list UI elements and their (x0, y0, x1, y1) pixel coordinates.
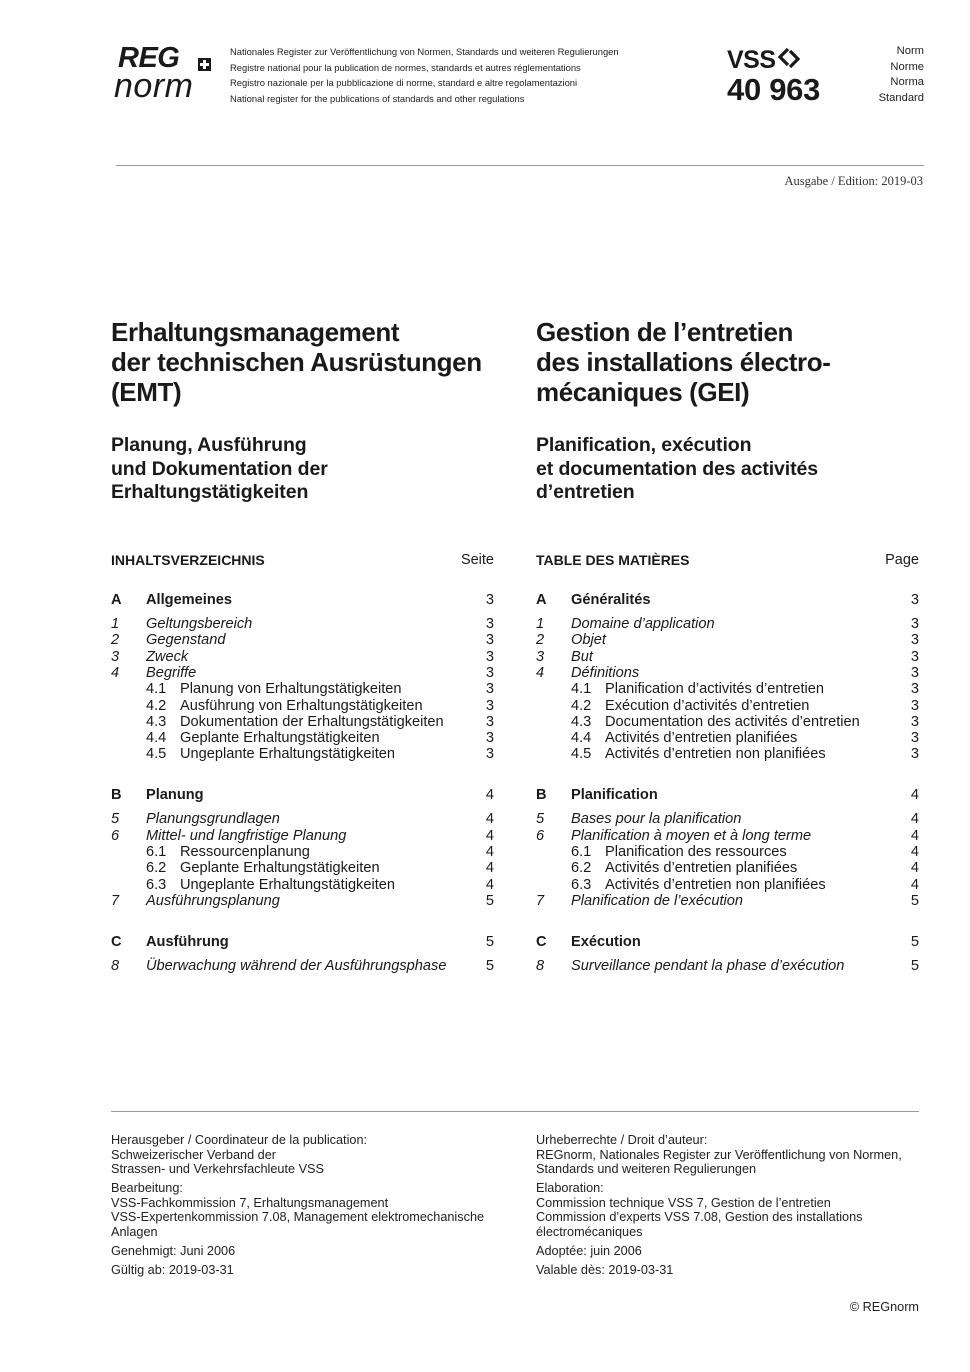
norm-label-fr: Norme (890, 60, 924, 73)
toc-entry-number: 4 (111, 664, 120, 681)
toc-heading: TABLE DES MATIÈRES (536, 552, 690, 568)
toc-entry (111, 649, 494, 666)
toc-entry-page: 5 (910, 957, 919, 974)
footer-line: Valable dès: 2019-03-31 (536, 1263, 674, 1278)
vss-brand: VSS (727, 46, 776, 74)
toc-entry-number: 7 (536, 892, 545, 909)
toc-entry-label: Définitions (571, 664, 640, 681)
toc-entry-number: 2 (111, 632, 120, 649)
toc-entry-page: 4 (910, 787, 919, 804)
toc-entry-number: 6.3 (571, 876, 592, 893)
toc-entry-label: Begriffe (146, 664, 197, 681)
toc-entry (111, 844, 494, 861)
copyright: © REGnorm (849, 1300, 919, 1314)
toc-entry-number: 6.2 (146, 860, 167, 877)
toc-entry-page: 4 (485, 811, 494, 828)
toc-entry-page: 3 (910, 632, 919, 649)
toc-entry-page: 3 (910, 616, 919, 632)
toc-entry-label: Planification des ressources (605, 844, 787, 860)
toc-entry-page: 3 (485, 592, 494, 608)
footer-paragraph (536, 1244, 920, 1259)
vss-arrows-icon (777, 46, 803, 70)
standard-number: 40 963 (727, 72, 821, 107)
toc-entry-page: 3 (485, 616, 494, 632)
toc-entry-label: Généralités (571, 592, 651, 608)
toc-entry-label: Activités d’entretien non planifiées (605, 746, 826, 763)
toc-entry-label: Exécution d’activités d’entretien (605, 697, 810, 714)
subtitle-fr-line: Planification, exécution (536, 434, 752, 456)
toc-entry-page: 3 (910, 746, 919, 763)
toc-entry (536, 787, 919, 804)
toc-entry-page: 4 (485, 787, 494, 804)
toc-entry-page: 4 (485, 860, 494, 877)
toc-entry-number: 4.4 (146, 730, 167, 747)
toc-entry-label: Überwachung während der Ausführungsphase (146, 957, 447, 974)
toc-entry-label: Exécution (571, 933, 641, 950)
toc-entry-label: Dokumentation der Erhaltungstätigkeiten (180, 713, 444, 730)
toc-entry-label: Ausführung (146, 933, 229, 950)
footer-line: Gültig ab: 2019-03-31 (111, 1263, 234, 1278)
toc-entry-page: 3 (485, 697, 494, 714)
toc-entry-page: 4 (910, 860, 919, 877)
toc-entry-number: 1 (536, 616, 545, 632)
toc-entry-page: 3 (910, 730, 919, 747)
toc-entry-page: 5 (485, 892, 494, 909)
toc-entry-label: Zweck (146, 648, 189, 665)
toc-entry-label: Documentation des activités d’entretien (605, 713, 860, 730)
toc-entry-page: 3 (485, 664, 494, 681)
toc-entry (536, 592, 919, 609)
toc-page-label: Seite (460, 552, 494, 568)
toc-entry-number: 4 (536, 664, 545, 681)
title-de (111, 317, 482, 407)
title-de-line: der technischen Ausrüstungen (111, 347, 482, 377)
logo-norm-text: norm (114, 67, 194, 105)
toc-entry (536, 665, 919, 682)
norm-label-en: Standard (878, 91, 924, 104)
title-de-line: Erhaltungsmanagement (111, 317, 400, 347)
toc-entry (536, 649, 919, 666)
toc-entry-number: 7 (111, 892, 120, 909)
norm-label-it: Norma (890, 76, 924, 88)
toc-entry-number: 4.3 (571, 713, 592, 730)
toc-entry-number: 6 (536, 827, 545, 844)
toc-entry-number: 3 (111, 648, 120, 665)
subtitle-de-line: Erhaltungstätigkeiten (111, 481, 309, 503)
toc-entry-number: 2 (536, 632, 545, 649)
footer-paragraph (536, 1181, 920, 1239)
toc-entry-page: 3 (485, 730, 494, 747)
toc-entry-label: Activités d’entretien planifiées (605, 730, 798, 747)
toc-entry-number: 6.1 (571, 844, 592, 860)
title-fr-line: des installations électro- (536, 347, 831, 377)
edition-date: Ausgabe / Edition: 2019-03 (784, 174, 923, 188)
subtitle-de-line: und Dokumentation der (111, 457, 328, 480)
toc-entry-number: 6 (111, 827, 120, 844)
toc-entry (111, 860, 494, 877)
toc-entry-page: 5 (485, 957, 494, 974)
footer-line: REGnorm, Nationales Register zur Veröffentlichung von Normen, (536, 1147, 902, 1162)
toc-entry-label: Geplante Erhaltungstätigkeiten (180, 860, 380, 877)
toc-entry-label: Activités d’entretien non planifiées (605, 876, 826, 893)
toc-heading: INHALTSVERZEICHNIS (111, 552, 265, 568)
toc-entry (111, 934, 494, 951)
toc-entry (111, 681, 494, 698)
toc-entry-number: A (536, 592, 547, 608)
toc-entry-label: Ressourcenplanung (180, 844, 310, 860)
toc-entry-number: 5 (111, 811, 120, 828)
toc-entry-number: B (111, 787, 122, 804)
toc-entry-label: Gegenstand (146, 632, 226, 649)
toc-entry-label: Planification de l’exécution (571, 892, 743, 909)
toc-entry (111, 787, 494, 804)
footer-line: Bearbeitung: (111, 1181, 183, 1196)
toc-entry-number: 4.2 (571, 697, 592, 714)
toc-entry (536, 811, 919, 828)
toc-entry-label: Surveillance pendant la phase d’exécution (571, 957, 845, 974)
title-fr (536, 317, 830, 407)
toc-entry-label: Mittel- und langfristige Planung (146, 827, 347, 844)
footer-line: VSS-Fachkommission 7, Erhaltungsmanagement (111, 1195, 389, 1210)
toc-entry-page: 4 (910, 876, 919, 893)
toc-entry (536, 632, 919, 649)
footer-line: Genehmigt: Juni 2006 (111, 1244, 236, 1259)
footer-divider (111, 1111, 919, 1112)
toc-entry-page: 4 (485, 827, 494, 844)
toc-entry-number: C (536, 933, 547, 950)
toc-entry (111, 632, 494, 649)
toc-entry-label: Objet (571, 632, 606, 649)
toc-entry (536, 616, 919, 633)
toc-entry (536, 893, 919, 910)
toc-entry-label: Ausführung von Erhaltungstätigkeiten (180, 697, 423, 714)
toc-entry (536, 714, 919, 731)
toc-entry (111, 893, 494, 910)
toc-header-fr (536, 551, 919, 571)
toc-entry (536, 877, 919, 894)
toc-entry-number: 4.5 (571, 746, 592, 763)
toc-header-de (111, 551, 494, 571)
toc-entry-page: 5 (910, 933, 919, 950)
toc-entry-page: 3 (485, 713, 494, 730)
toc-entry-page: 3 (485, 632, 494, 649)
title-de-line: (EMT) (111, 377, 182, 407)
toc-entry-number: 5 (536, 811, 545, 828)
toc-entry-number: A (111, 592, 122, 608)
footer-line: Elaboration: (536, 1181, 604, 1196)
toc-entry-page: 3 (485, 681, 494, 698)
footer-line: VSS-Expertenkommission 7.08, Management elektromechanische (111, 1210, 485, 1225)
footer-line: Anlagen (111, 1225, 158, 1240)
toc-entry-page: 4 (910, 844, 919, 860)
regnorm-logo (114, 44, 214, 104)
footer-line: Adoptée: juin 2006 (536, 1244, 642, 1259)
footer-paragraph (111, 1133, 495, 1177)
toc-entry (536, 844, 919, 861)
toc-entry-number: 6.2 (571, 860, 592, 877)
toc-entry (111, 746, 494, 763)
toc-entry-label: Domaine d’application (571, 616, 715, 632)
title-fr-line: Gestion de l’entretien (536, 317, 794, 347)
toc-entry-label: Activités d’entretien planifiées (605, 860, 798, 877)
toc-entry (111, 665, 494, 682)
footer-fr (536, 1133, 920, 1282)
toc-entry-page: 4 (910, 811, 919, 828)
subtitle-fr (536, 434, 818, 505)
toc-entry-page: 4 (485, 876, 494, 893)
toc-entry (536, 681, 919, 698)
logo-reg-text: REG (118, 42, 180, 74)
toc-entry (536, 746, 919, 763)
footer-paragraph (111, 1244, 495, 1259)
toc-entry-number: 4.2 (146, 697, 167, 714)
toc-entry (111, 828, 494, 845)
footer-line: Strassen- und Verkehrsfachleute VSS (111, 1162, 324, 1177)
toc-entry-label: Planification (571, 787, 658, 804)
toc-entry-label: Geplante Erhaltungstätigkeiten (180, 730, 380, 747)
subtitle-fr-line: d’entretien (536, 481, 635, 503)
toc-entry-page: 3 (910, 592, 919, 608)
footer-line: Herausgeber / Coordinateur de la publication: (111, 1133, 368, 1147)
toc-entry-label: Planungsgrundlagen (146, 811, 280, 828)
toc-entry-page: 4 (485, 844, 494, 860)
toc-entry-number: 8 (111, 957, 120, 974)
toc-entry (536, 698, 919, 715)
toc-entry (536, 958, 919, 975)
toc-entry-number: 4.5 (146, 746, 167, 763)
toc-entry-page: 3 (485, 648, 494, 665)
toc-entry (111, 730, 494, 747)
toc-entry-number: C (111, 933, 122, 950)
toc-entry-label: Planung von Erhaltungstätigkeiten (180, 681, 402, 698)
toc-entry-page: 4 (910, 827, 919, 844)
toc-entry-number: B (536, 787, 547, 804)
toc-entry-label: Bases pour la planification (571, 811, 742, 828)
toc-entry-number: 6.1 (146, 844, 167, 860)
subtitle-fr-line: et documentation des activités (536, 457, 818, 480)
toc-entry-page: 3 (910, 681, 919, 698)
footer-line: Schweizerischer Verband der (111, 1147, 277, 1162)
toc-entry-number: 6.3 (146, 876, 167, 893)
toc-entry-page: 3 (910, 664, 919, 681)
toc-entry (111, 616, 494, 633)
register-line-en: National register for the publications of standards and other regulations (230, 92, 525, 104)
toc-entry-label: But (571, 648, 593, 665)
footer-line: Commission technique VSS 7, Gestion de l’entretien (536, 1195, 831, 1210)
toc-entry-page: 3 (485, 746, 494, 763)
footer-de (111, 1133, 495, 1282)
toc-entry-label: Ungeplante Erhaltungstätigkeiten (180, 876, 396, 893)
register-line-de: Nationales Register zur Veröffentlichung von Normen, Standards und weiteren Regulierungen (230, 46, 619, 57)
toc-entry-label: Planification d’activités d’entretien (605, 681, 825, 698)
footer-paragraph (536, 1133, 920, 1177)
toc-entry-number: 1 (111, 616, 120, 632)
toc-entry-number: 3 (536, 648, 545, 665)
toc-entry-page: 3 (910, 713, 919, 730)
toc-entry (536, 730, 919, 747)
norm-label-de: Norm (896, 45, 924, 57)
subtitle-de-line: Planung, Ausführung (111, 434, 307, 456)
toc-entry (111, 958, 494, 975)
toc-page-label: Page (885, 552, 919, 568)
toc-entry-number: 4.3 (146, 713, 167, 730)
toc-entry (111, 698, 494, 715)
toc-entry-label: Planung (146, 787, 204, 804)
footer-line: électromécaniques (536, 1225, 643, 1240)
toc-entry (536, 860, 919, 877)
toc-entry-page: 5 (910, 892, 919, 909)
toc-entry-label: Allgemeines (146, 592, 232, 608)
subtitle-de (111, 434, 328, 505)
toc-entry-label: Ausführungsplanung (146, 892, 280, 909)
toc-entry-number: 4.1 (571, 681, 592, 698)
footer-paragraph (536, 1263, 920, 1278)
toc-entry-page: 5 (485, 933, 494, 950)
toc-entry (536, 828, 919, 845)
title-fr-line: mécaniques (GEI) (536, 377, 750, 407)
footer-line: Commission d’experts VSS 7.08, Gestion des installations (536, 1210, 863, 1225)
footer-line: Urheberrechte / Droit d’auteur: (536, 1133, 708, 1147)
toc-entry (111, 877, 494, 894)
norm-labels (879, 44, 924, 106)
header-divider (116, 165, 924, 166)
toc-entry-number: 8 (536, 957, 545, 974)
toc-entry-page: 3 (910, 648, 919, 665)
toc-entry-label: Planification à moyen et à long terme (571, 827, 812, 844)
swiss-cross-icon (198, 58, 211, 71)
toc-entry (111, 592, 494, 609)
toc-entry (536, 934, 919, 951)
toc-entry-page: 3 (910, 697, 919, 714)
toc-entry-label: Ungeplante Erhaltungstätigkeiten (180, 746, 396, 763)
toc-entry-number: 4.4 (571, 730, 592, 747)
toc-entry-number: 4.1 (146, 681, 167, 698)
register-line-fr: Registre national pour la publication de normes, standards et autres réglementations (230, 61, 581, 73)
register-line-it: Registro nazionale per la pubblicazione di norme, standard e altre regolamentazioni (230, 77, 578, 88)
toc-entry (111, 714, 494, 731)
toc-entry-label: Geltungsbereich (146, 616, 253, 632)
footer-paragraph (111, 1181, 495, 1239)
register-description (230, 44, 619, 106)
footer-line: Standards und weiteren Regulierungen (536, 1162, 757, 1177)
footer-paragraph (111, 1263, 495, 1278)
toc-entry (111, 811, 494, 828)
